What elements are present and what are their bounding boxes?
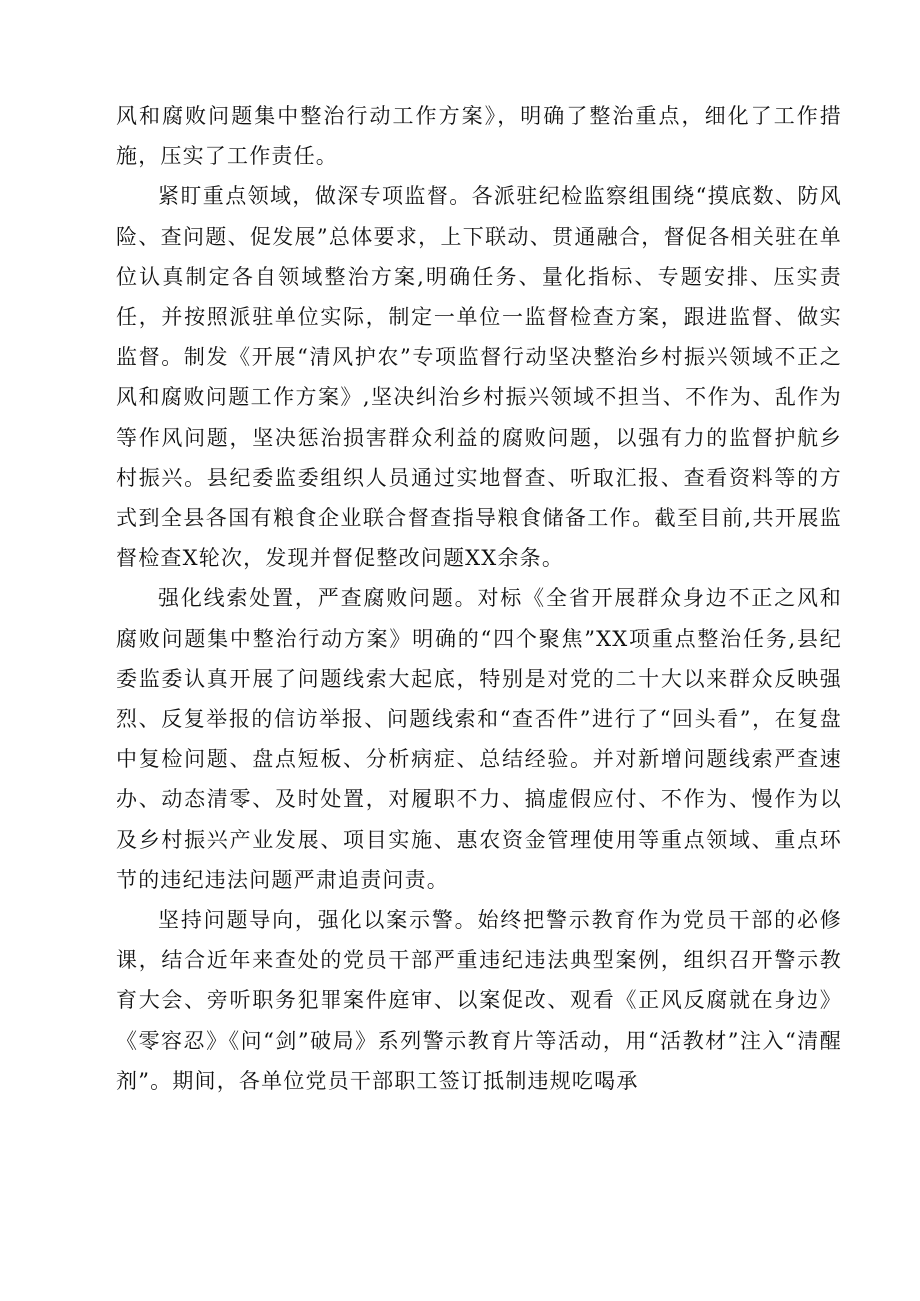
paragraph-clue-handling: 强化线索处置，严查腐败问题。对标《全省开展群众身边不正之风和腐败问题集中整治行动方案》明确的“四个聚焦”XX项重点整治任务,县纪委监委认真开展了问题线索大起底，特别是对党的二十大以来群众反映强烈、反复举报的信访举报、问题线索和“查否件”进行了“回头看”，在复盘中复检问题、盘点短板、分析病症、总结经验。并对新增问题线索严查速办、动态清零、及时处置，对履职不力、搞虚假应付、不作为、慢作为以及乡村振兴产业发展、项目实施、惠农资金管理使用等重点领域、重点环节的违纪违法问题严肃追责问责。 <box>116 586 842 892</box>
paragraph-warning-education: 坚持问题导向，强化以案示警。始终把警示教育作为党员干部的必修课，结合近年来查处的党员干部严重违纪违法典型案例，组织召开警示教育大会、旁听职务犯罪案件庭审、以案促改、观看《正风反腐就在身边》《零容忍》《问“剑”破局》系列警示教育片等活动，用“活教材”注入“清醒剂”。期间，各单位党员干部职工签订抵制违规吃喝承 <box>116 908 842 1093</box>
paragraph-continuation: 风和腐败问题集中整治行动工作方案》，明确了整治重点，细化了工作措施，压实了工作责任。 <box>116 104 842 169</box>
document-page <box>116 96 842 1101</box>
paragraph-special-supervision: 紧盯重点领域，做深专项监督。各派驻纪检监察组围绕“摸底数、防风险、查问题、促发展”总体要求，上下联动、贯通融合，督促各相关驻在单位认真制定各自领域整治方案,明确任务、量化指标、专题安排、压实责任，并按照派驻单位实际，制定一单位一监督检查方案，跟进监督、做实监督。制发《开展“清风护农”专项监督行动坚决整治乡村振兴领域不正之风和腐败问题工作方案》,坚决纠治乡村振兴领域不担当、不作为、乱作为等作风问题，坚决惩治损害群众利益的腐败问题，以强有力的监督护航乡村振兴。县纪委监委组织人员通过实地督查、听取汇报、查看资料等的方式到全县各国有粮食企业联合督查指导粮食储备工作。截至目前,共开展监督检查X轮次，发现并督促整改问题XX余条。 <box>116 184 842 571</box>
